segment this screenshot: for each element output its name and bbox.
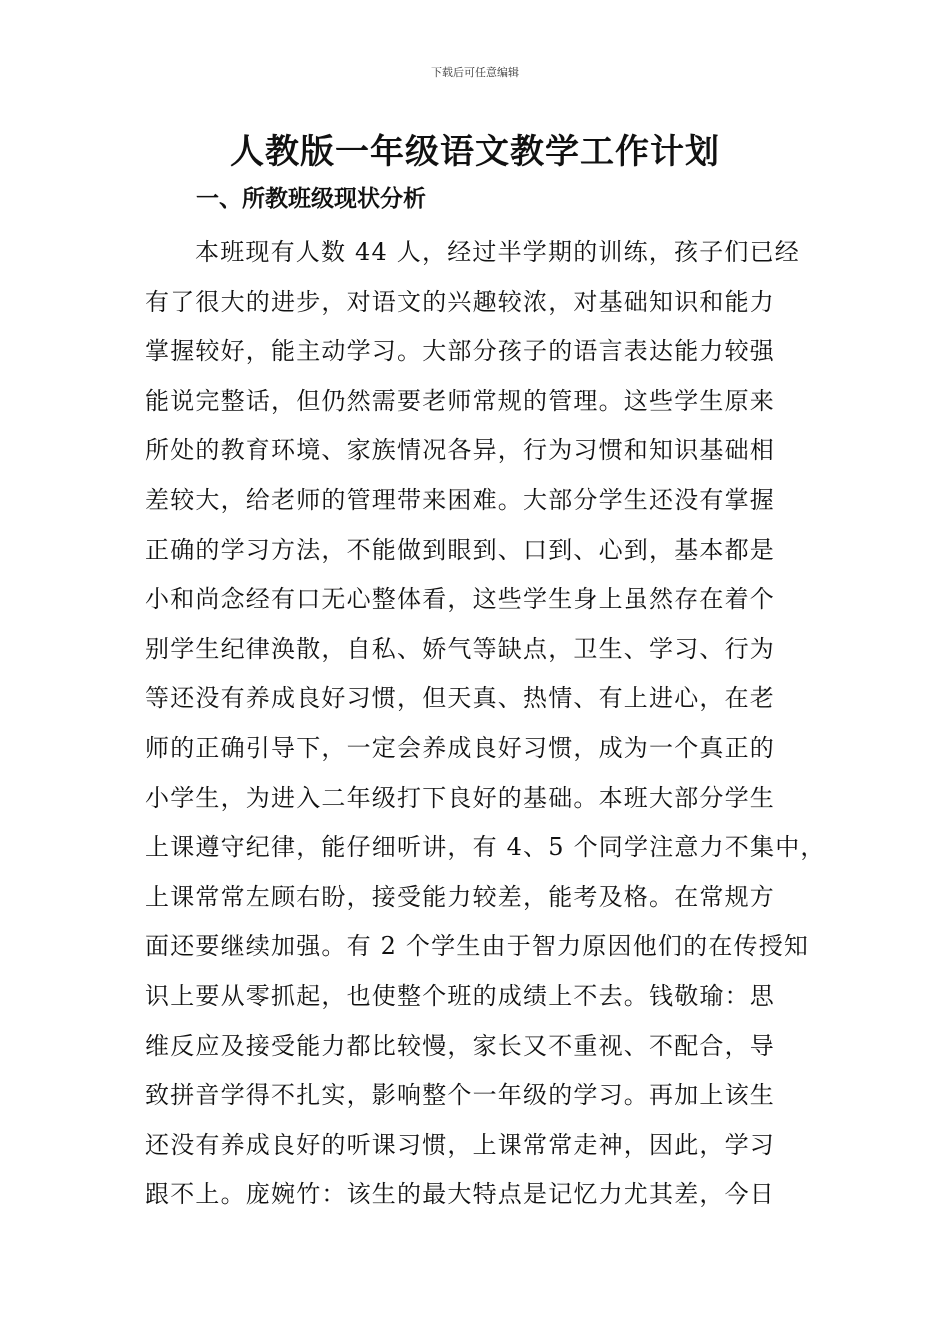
body-paragraph [145, 228, 825, 1220]
body-line: 本班现有人数 44 人，经过半学期的训练，孩子们已经 [195, 238, 800, 266]
body-line: 正确的学习方法，不能做到眼到、口到、心到，基本都是 [145, 535, 775, 564]
body-line: 掌握较好，能主动学习。大部分孩子的语言表达能力较强 [145, 337, 775, 366]
body-line: 别学生纪律涣散，自私、娇气等缺点，卫生、学习、行为 [145, 634, 775, 663]
body-line: 致拼音学得不扎实，影响整个一年级的学习。再加上该生 [145, 1081, 775, 1110]
body-line: 小学生，为进入二年级打下良好的基础。本班大部分学生 [145, 783, 775, 812]
header-note: 下载后可任意编辑 [431, 66, 519, 79]
body-line: 小和尚念经有口无心整体看，这些学生身上虽然存在着个 [145, 585, 775, 614]
body-line: 所处的教育环境、家族情况各异，行为习惯和知识基础相 [145, 436, 775, 465]
body-line: 跟不上。庞婉竹：该生的最大特点是记忆力尤其差，今日 [145, 1180, 775, 1209]
document-title: 人教版一年级语文教学工作计划 [230, 132, 720, 172]
body-line: 师的正确引导下，一定会养成良好习惯，成为一个真正的 [145, 733, 775, 762]
body-line: 有了很大的进步，对语文的兴趣较浓，对基础知识和能力 [145, 287, 775, 316]
body-line: 还没有养成良好的听课习惯，上课常常走神，因此，学习 [145, 1130, 775, 1159]
body-line: 识上要从零抓起，也使整个班的成绩上不去。钱敬瑜：思 [145, 981, 775, 1010]
body-line: 差较大，给老师的管理带来困难。大部分学生还没有掌握 [145, 485, 775, 514]
body-line: 能说完整话，但仍然需要老师常规的管理。这些学生原来 [145, 386, 775, 415]
body-line: 上课常常左顾右盼，接受能力较差，能考及格。在常规方 [145, 882, 775, 911]
body-line: 等还没有养成良好习惯，但天真、热情、有上进心，在老 [145, 684, 775, 713]
body-line: 上课遵守纪律，能仔细听讲，有 4、5 个同学注意力不集中， [145, 833, 826, 862]
section-heading: 一、所教班级现状分析 [196, 185, 426, 212]
body-line: 维反应及接受能力都比较慢，家长又不重视、不配合，导 [145, 1031, 775, 1060]
body-line: 面还要继续加强。有 2 个学生由于智力原因他们的在传授知 [145, 932, 810, 961]
